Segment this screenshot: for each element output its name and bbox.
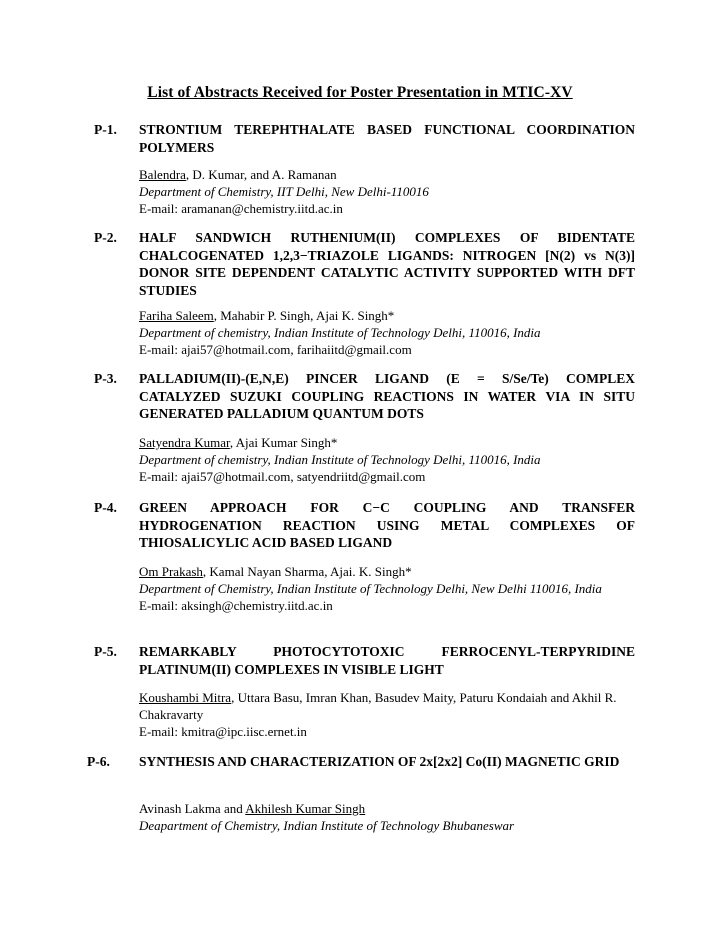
presenting-author: Balendra [139,167,186,182]
entry-title: REMARKABLY PHOTOCYTOTOXIC FERROCENYL-TERPYRIDINE PLATINUM(II) COMPLEXES IN VISIBLE LIGHT [139,644,635,677]
co-authors: , D. Kumar, and A. Ramanan [185,167,337,182]
presenting-author: Om Prakash [139,564,203,579]
entry-title: SYNTHESIS AND CHARACTERIZATION OF 2x[2x2] Co(II) MAGNETIC GRID [139,754,620,769]
authors-prefix: Avinash Lakma and [139,801,246,816]
entry-email: E-mail: kmitra@ipc.iisc.ernet.in [139,724,307,739]
entry-email: E-mail: aramanan@chemistry.iitd.ac.in [139,201,343,216]
entry-meta [139,563,635,614]
entry-department: Deapartment of Chemistry, Indian Institute of Technology Bhubaneswar [139,818,515,833]
entry-meta [139,434,635,485]
entry-department: Department of chemistry, Indian Institute of Technology Delhi, 110016, India [139,325,541,340]
entry-number: P-6. [87,754,110,769]
entry-number: P-3. [94,371,117,386]
entry-meta [139,307,635,358]
presenting-author: Akhilesh Kumar Singh [245,801,366,816]
presenting-author: Fariha Saleem [139,308,214,323]
entry-department: Department of Chemistry, IIT Delhi, New Delhi-110016 [139,184,429,199]
entry-number: P-1. [94,122,117,137]
entry-authors [139,800,635,817]
entry-email: E-mail: aksingh@chemistry.iitd.ac.in [139,598,333,613]
entry-meta [139,689,635,740]
co-authors: , Uttara Basu, Imran Khan, Basudev Maity, Paturu Kondaiah and Akhil R. Chakravarty [139,690,617,722]
co-authors: , Ajai Kumar Singh* [229,435,338,450]
entry-title: HALF SANDWICH RUTHENIUM(II) COMPLEXES OF BIDENTATE CHALCOGENATED 1,2,3−TRIAZOLE LIGANDS: NITROGEN [N(2) vs N(3)] DONOR SITE DEPENDENT CATALYTIC ACTIVITY SUPPORTED WITH DFT STUDIES [139,230,635,298]
page-title: List of Abstracts Received for Poster Presentation in MTIC-XV [147,84,573,101]
entry-number: P-5. [94,644,117,659]
entry-department: Department of Chemistry, Indian Institute of Technology Delhi, New Delhi 110016, India [139,581,602,596]
presenting-author: Koushambi Mitra [139,690,232,705]
co-authors: , Kamal Nayan Sharma, Ajai. K. Singh* [202,564,412,579]
entry-title: STRONTIUM TEREPHTHALATE BASED FUNCTIONAL COORDINATION POLYMERS [139,122,635,155]
co-authors: , Mahabir P. Singh, Ajai K. Singh* [213,308,395,323]
entry-authors [139,689,635,723]
entry-email: E-mail: ajai57@hotmail.com, satyendriitd@gmail.com [139,469,426,484]
entry-number: P-4. [94,500,117,515]
entry-email: E-mail: ajai57@hotmail.com, farihaiitd@gmail.com [139,342,412,357]
entry-authors [139,563,635,580]
entry-authors [139,166,635,183]
entry-meta [139,166,635,217]
entry-meta [139,800,635,834]
entry-authors [139,307,635,324]
entry-authors [139,434,635,451]
entry-title: PALLADIUM(II)-(E,N,E) PINCER LIGAND (E = S/Se/Te) COMPLEX CATALYZED SUZUKI COUPLING REACTIONS IN WATER VIA IN SITU GENERATED PALLADIUM QUANTUM DOTS [139,371,635,421]
entry-number: P-2. [94,230,117,245]
entry-department: Department of chemistry, Indian Institute of Technology Delhi, 110016, India [139,452,541,467]
entry-title: GREEN APPROACH FOR C−C COUPLING AND TRANSFER HYDROGENATION REACTION USING METAL COMPLEXES OF THIOSALICYLIC ACID BASED LIGAND [139,500,635,550]
presenting-author: Satyendra Kumar [139,435,230,450]
